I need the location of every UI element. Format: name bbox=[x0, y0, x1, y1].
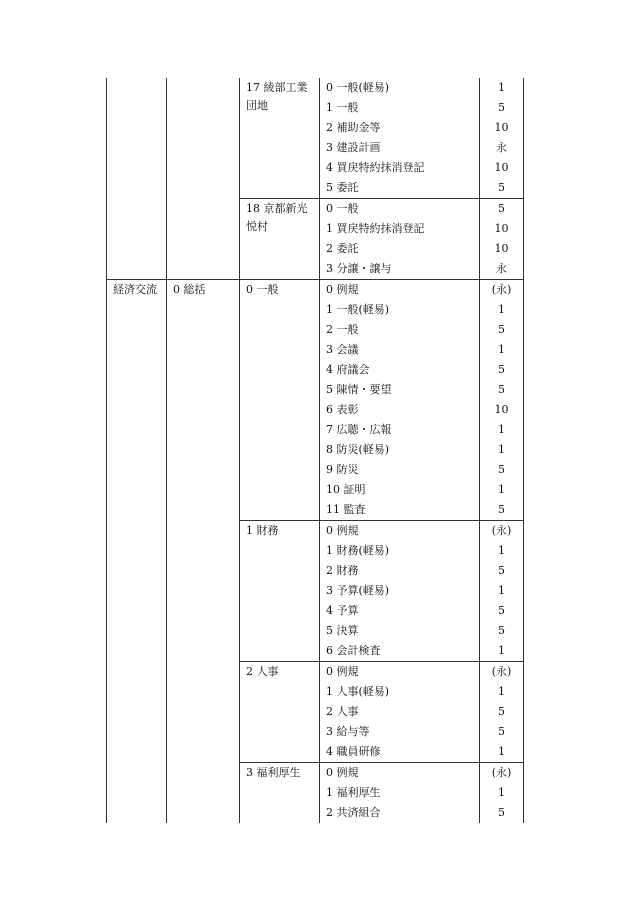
retention-table bbox=[106, 78, 524, 823]
item-cell: 3 給与等 bbox=[320, 722, 480, 742]
retention-cell: (永) bbox=[480, 662, 524, 683]
retention-cell: (永) bbox=[480, 280, 524, 301]
item-cell: 4 買戻特約抹消登記 bbox=[320, 158, 480, 178]
item-cell: 6 表彰 bbox=[320, 400, 480, 420]
group-cell: 3 福利厚生 bbox=[240, 763, 320, 824]
group-cell: 1 財務 bbox=[240, 521, 320, 662]
retention-cell: 5 bbox=[480, 380, 524, 400]
item-cell: 3 予算(軽易) bbox=[320, 581, 480, 601]
item-cell: 1 一般(軽易) bbox=[320, 300, 480, 320]
retention-cell: 1 bbox=[480, 78, 524, 98]
retention-cell: 1 bbox=[480, 541, 524, 561]
retention-cell: (永) bbox=[480, 763, 524, 784]
item-cell: 1 財務(軽易) bbox=[320, 541, 480, 561]
retention-cell: 5 bbox=[480, 500, 524, 521]
retention-cell: (永) bbox=[480, 521, 524, 542]
group-cell: 0 一般 bbox=[240, 280, 320, 521]
retention-cell: 5 bbox=[480, 360, 524, 380]
subcategory-cell: 0 総括 bbox=[167, 280, 240, 824]
group-cell: 2 人事 bbox=[240, 662, 320, 763]
retention-cell: 1 bbox=[480, 783, 524, 803]
item-cell: 0 一般(軽易) bbox=[320, 78, 480, 98]
item-cell: 5 決算 bbox=[320, 621, 480, 641]
retention-cell: 1 bbox=[480, 682, 524, 702]
item-cell: 5 委託 bbox=[320, 178, 480, 199]
item-cell: 3 会議 bbox=[320, 340, 480, 360]
retention-cell: 1 bbox=[480, 742, 524, 763]
retention-cell: 5 bbox=[480, 320, 524, 340]
item-cell: 0 例規 bbox=[320, 280, 480, 301]
item-cell: 2 委託 bbox=[320, 239, 480, 259]
item-cell: 1 一般 bbox=[320, 98, 480, 118]
item-cell: 0 例規 bbox=[320, 521, 480, 542]
retention-cell: 5 bbox=[480, 621, 524, 641]
retention-cell: 1 bbox=[480, 300, 524, 320]
group-cell: 17 綾部工業団地 bbox=[240, 78, 320, 199]
item-cell: 1 買戻特約抹消登記 bbox=[320, 219, 480, 239]
retention-cell: 1 bbox=[480, 340, 524, 360]
item-cell: 2 一般 bbox=[320, 320, 480, 340]
retention-cell: 1 bbox=[480, 641, 524, 662]
retention-cell: 5 bbox=[480, 178, 524, 199]
retention-cell: 永 bbox=[480, 259, 524, 280]
item-cell: 2 補助金等 bbox=[320, 118, 480, 138]
group-cell: 18 京都新光悦村 bbox=[240, 199, 320, 280]
item-cell: 3 建設計画 bbox=[320, 138, 480, 158]
item-cell: 0 一般 bbox=[320, 199, 480, 220]
item-cell: 4 府議会 bbox=[320, 360, 480, 380]
retention-cell: 5 bbox=[480, 803, 524, 823]
retention-cell: 1 bbox=[480, 420, 524, 440]
retention-cell: 5 bbox=[480, 601, 524, 621]
item-cell: 1 福利厚生 bbox=[320, 783, 480, 803]
retention-cell: 5 bbox=[480, 702, 524, 722]
item-cell: 3 分譲・譲与 bbox=[320, 259, 480, 280]
retention-cell: 10 bbox=[480, 239, 524, 259]
item-cell: 6 会計検査 bbox=[320, 641, 480, 662]
retention-cell: 10 bbox=[480, 219, 524, 239]
item-cell: 4 予算 bbox=[320, 601, 480, 621]
item-cell: 7 広聴・広報 bbox=[320, 420, 480, 440]
retention-cell: 10 bbox=[480, 158, 524, 178]
retention-cell: 1 bbox=[480, 440, 524, 460]
retention-cell: 5 bbox=[480, 199, 524, 220]
item-cell: 2 財務 bbox=[320, 561, 480, 581]
category-cell bbox=[107, 78, 167, 280]
item-cell: 10 証明 bbox=[320, 480, 480, 500]
retention-cell: 1 bbox=[480, 480, 524, 500]
item-cell: 9 防災 bbox=[320, 460, 480, 480]
retention-cell: 永 bbox=[480, 138, 524, 158]
subcategory-cell bbox=[167, 78, 240, 280]
item-cell: 8 防災(軽易) bbox=[320, 440, 480, 460]
item-cell: 11 監査 bbox=[320, 500, 480, 521]
retention-cell: 10 bbox=[480, 400, 524, 420]
item-cell: 4 職員研修 bbox=[320, 742, 480, 763]
retention-cell: 5 bbox=[480, 561, 524, 581]
retention-cell: 10 bbox=[480, 118, 524, 138]
item-cell: 2 人事 bbox=[320, 702, 480, 722]
item-cell: 0 例規 bbox=[320, 763, 480, 784]
item-cell: 1 人事(軽易) bbox=[320, 682, 480, 702]
retention-cell: 5 bbox=[480, 722, 524, 742]
retention-cell: 1 bbox=[480, 581, 524, 601]
item-cell: 5 陳情・要望 bbox=[320, 380, 480, 400]
item-cell: 2 共済組合 bbox=[320, 803, 480, 823]
item-cell: 0 例規 bbox=[320, 662, 480, 683]
retention-cell: 5 bbox=[480, 98, 524, 118]
retention-cell: 5 bbox=[480, 460, 524, 480]
category-cell: 経済交流 bbox=[107, 280, 167, 824]
